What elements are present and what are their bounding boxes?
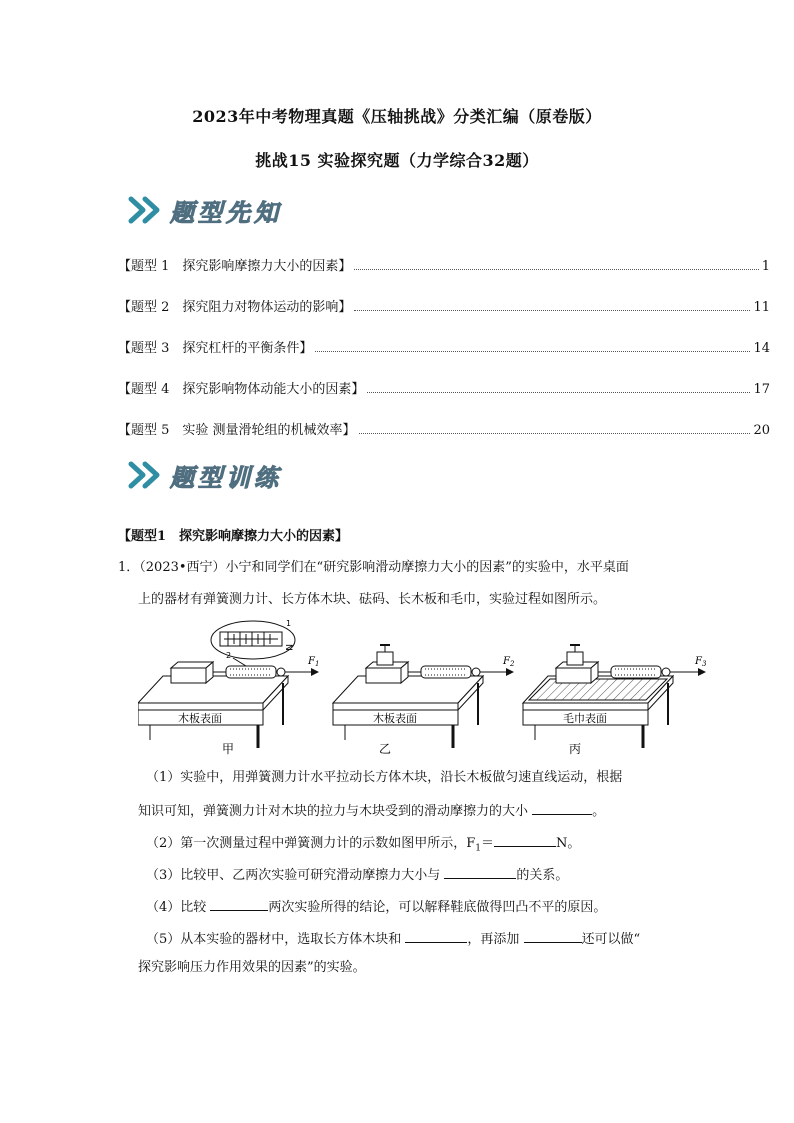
question-intro-line2: 上的器材有弹簧测力计、长方体木块、砝码、长木板和毛巾，实验过程如图所示。	[138, 592, 607, 607]
part-5-mid: ，再添加	[467, 932, 524, 947]
part-5-text: （5）从本实验的器材中，选取长方体木块和	[146, 932, 406, 947]
part-5-line2: 探究影响压力作用效果的因素”的实验。	[138, 960, 366, 975]
answer-blank[interactable]	[524, 928, 582, 943]
part-2-unit: N。	[556, 836, 581, 851]
panel-caption: 乙	[378, 742, 392, 756]
question-source: （2023•西宁）	[139, 560, 226, 575]
part-2-equals: ＝	[481, 836, 495, 851]
toc-entry-text: 【题型 5 实验 测量滑轮组的机械效率】	[118, 423, 356, 438]
toc-leader	[354, 269, 758, 270]
toc-page-number: 20	[753, 423, 770, 438]
toc-entry-text: 【题型 2 探究阻力对物体运动的影响】	[118, 300, 352, 315]
toc-page-number: 1	[761, 259, 770, 274]
figure-panel-1	[138, 620, 319, 756]
surface-label: 木板表面	[373, 712, 417, 725]
double-chevron-icon	[128, 195, 168, 225]
surface-label: 毛巾表面	[563, 712, 607, 725]
answer-blank[interactable]	[532, 800, 592, 815]
part-2-text: （2）第一次测量过程中弹簧测力计的示数如图甲所示，F	[146, 836, 476, 851]
scale-tick-label: 2	[226, 651, 232, 660]
surface-label: 木板表面	[178, 712, 222, 725]
force-label: $F_3$	[695, 656, 707, 668]
section-overview-header	[128, 190, 282, 230]
toc-leader	[359, 433, 751, 434]
toc-entry-1[interactable]	[118, 254, 770, 274]
answer-blank[interactable]	[210, 896, 268, 911]
towel-surface	[529, 679, 667, 700]
toc-page-number: 11	[753, 300, 770, 315]
toc-entry-4[interactable]	[118, 377, 770, 397]
section-training-label: 题型训练	[170, 462, 282, 492]
toc-leader	[367, 392, 750, 393]
spring-scale	[421, 666, 471, 678]
experiment-figure	[138, 620, 713, 760]
toc-entry-text: 【题型 4 探究影响物体动能大小的因素】	[118, 382, 365, 397]
question-intro-line1: 小宁和同学们在“研究影响滑动摩擦力大小的因素”的实验中，水平桌面	[225, 560, 629, 575]
section-training-header	[128, 455, 282, 495]
panel-caption: 丙	[568, 742, 582, 756]
toc-entry-text: 【题型 3 探究杠杆的平衡条件】	[118, 341, 313, 356]
toc-leader	[354, 310, 750, 311]
figure-panel-3	[523, 645, 707, 756]
answer-blank[interactable]	[405, 928, 467, 943]
question-number: 1．	[118, 560, 140, 575]
part-1-line1: （1）实验中，用弹簧测力计水平拉动长方体木块，沿长木板做匀速直线运动，根据	[146, 770, 623, 785]
question-1-intro	[118, 558, 629, 578]
question-type-heading: 【题型1 探究影响摩擦力大小的因素】	[118, 529, 349, 544]
answer-blank[interactable]	[444, 864, 516, 879]
part-5-tail: 还可以做“	[581, 932, 641, 947]
section-overview-label: 题型先知	[170, 197, 282, 227]
force-label: $F_2$	[503, 656, 515, 668]
double-chevron-icon	[128, 460, 168, 490]
part-4-tail: 两次实验所得的结论，可以解释鞋底做得凹凸不平的原因。	[268, 900, 607, 915]
document-subtitle: 挑战15 实验探究题（力学综合32题）	[255, 151, 539, 170]
scale-tick-label: 1	[286, 620, 292, 628]
document-title: 2023年中考物理真题《压轴挑战》分类汇编（原卷版）	[192, 107, 602, 126]
force-label: $F_1$	[308, 656, 320, 668]
part-1-text: 知识可知，弹簧测力计对木块的拉力与木块受到的滑动摩擦力的大小	[138, 804, 533, 819]
part-4-text: （4）比较	[146, 900, 211, 915]
toc-leader	[315, 351, 750, 352]
weight-block	[567, 652, 583, 665]
part-5-line1	[146, 928, 640, 950]
toc-entry-2[interactable]	[118, 295, 770, 315]
part-1-tail: 。	[592, 804, 606, 819]
part-2	[146, 832, 580, 859]
part-3-text: （3）比较甲、乙两次实验可研究滑动摩擦力大小与	[146, 868, 445, 883]
part-1-line2	[138, 800, 605, 822]
part-3-tail: 的关系。	[516, 868, 569, 883]
toc-page-number: 14	[753, 341, 770, 356]
spring-scale	[611, 666, 661, 678]
answer-blank[interactable]	[494, 832, 556, 847]
scale-unit-label: N	[283, 644, 293, 651]
part-4	[146, 896, 606, 918]
part-2-subscript: 1	[475, 843, 482, 854]
panel-caption: 甲	[221, 742, 235, 756]
part-3	[146, 864, 568, 886]
toc-entry-3[interactable]	[118, 336, 770, 356]
weight-block	[377, 652, 393, 665]
spring-scale	[226, 666, 276, 678]
toc-page-number: 17	[753, 382, 770, 397]
toc-entry-5[interactable]	[118, 418, 770, 438]
figure-panel-2	[333, 645, 515, 756]
toc-entry-text: 【题型 1 探究影响摩擦力大小的因素】	[118, 259, 352, 274]
